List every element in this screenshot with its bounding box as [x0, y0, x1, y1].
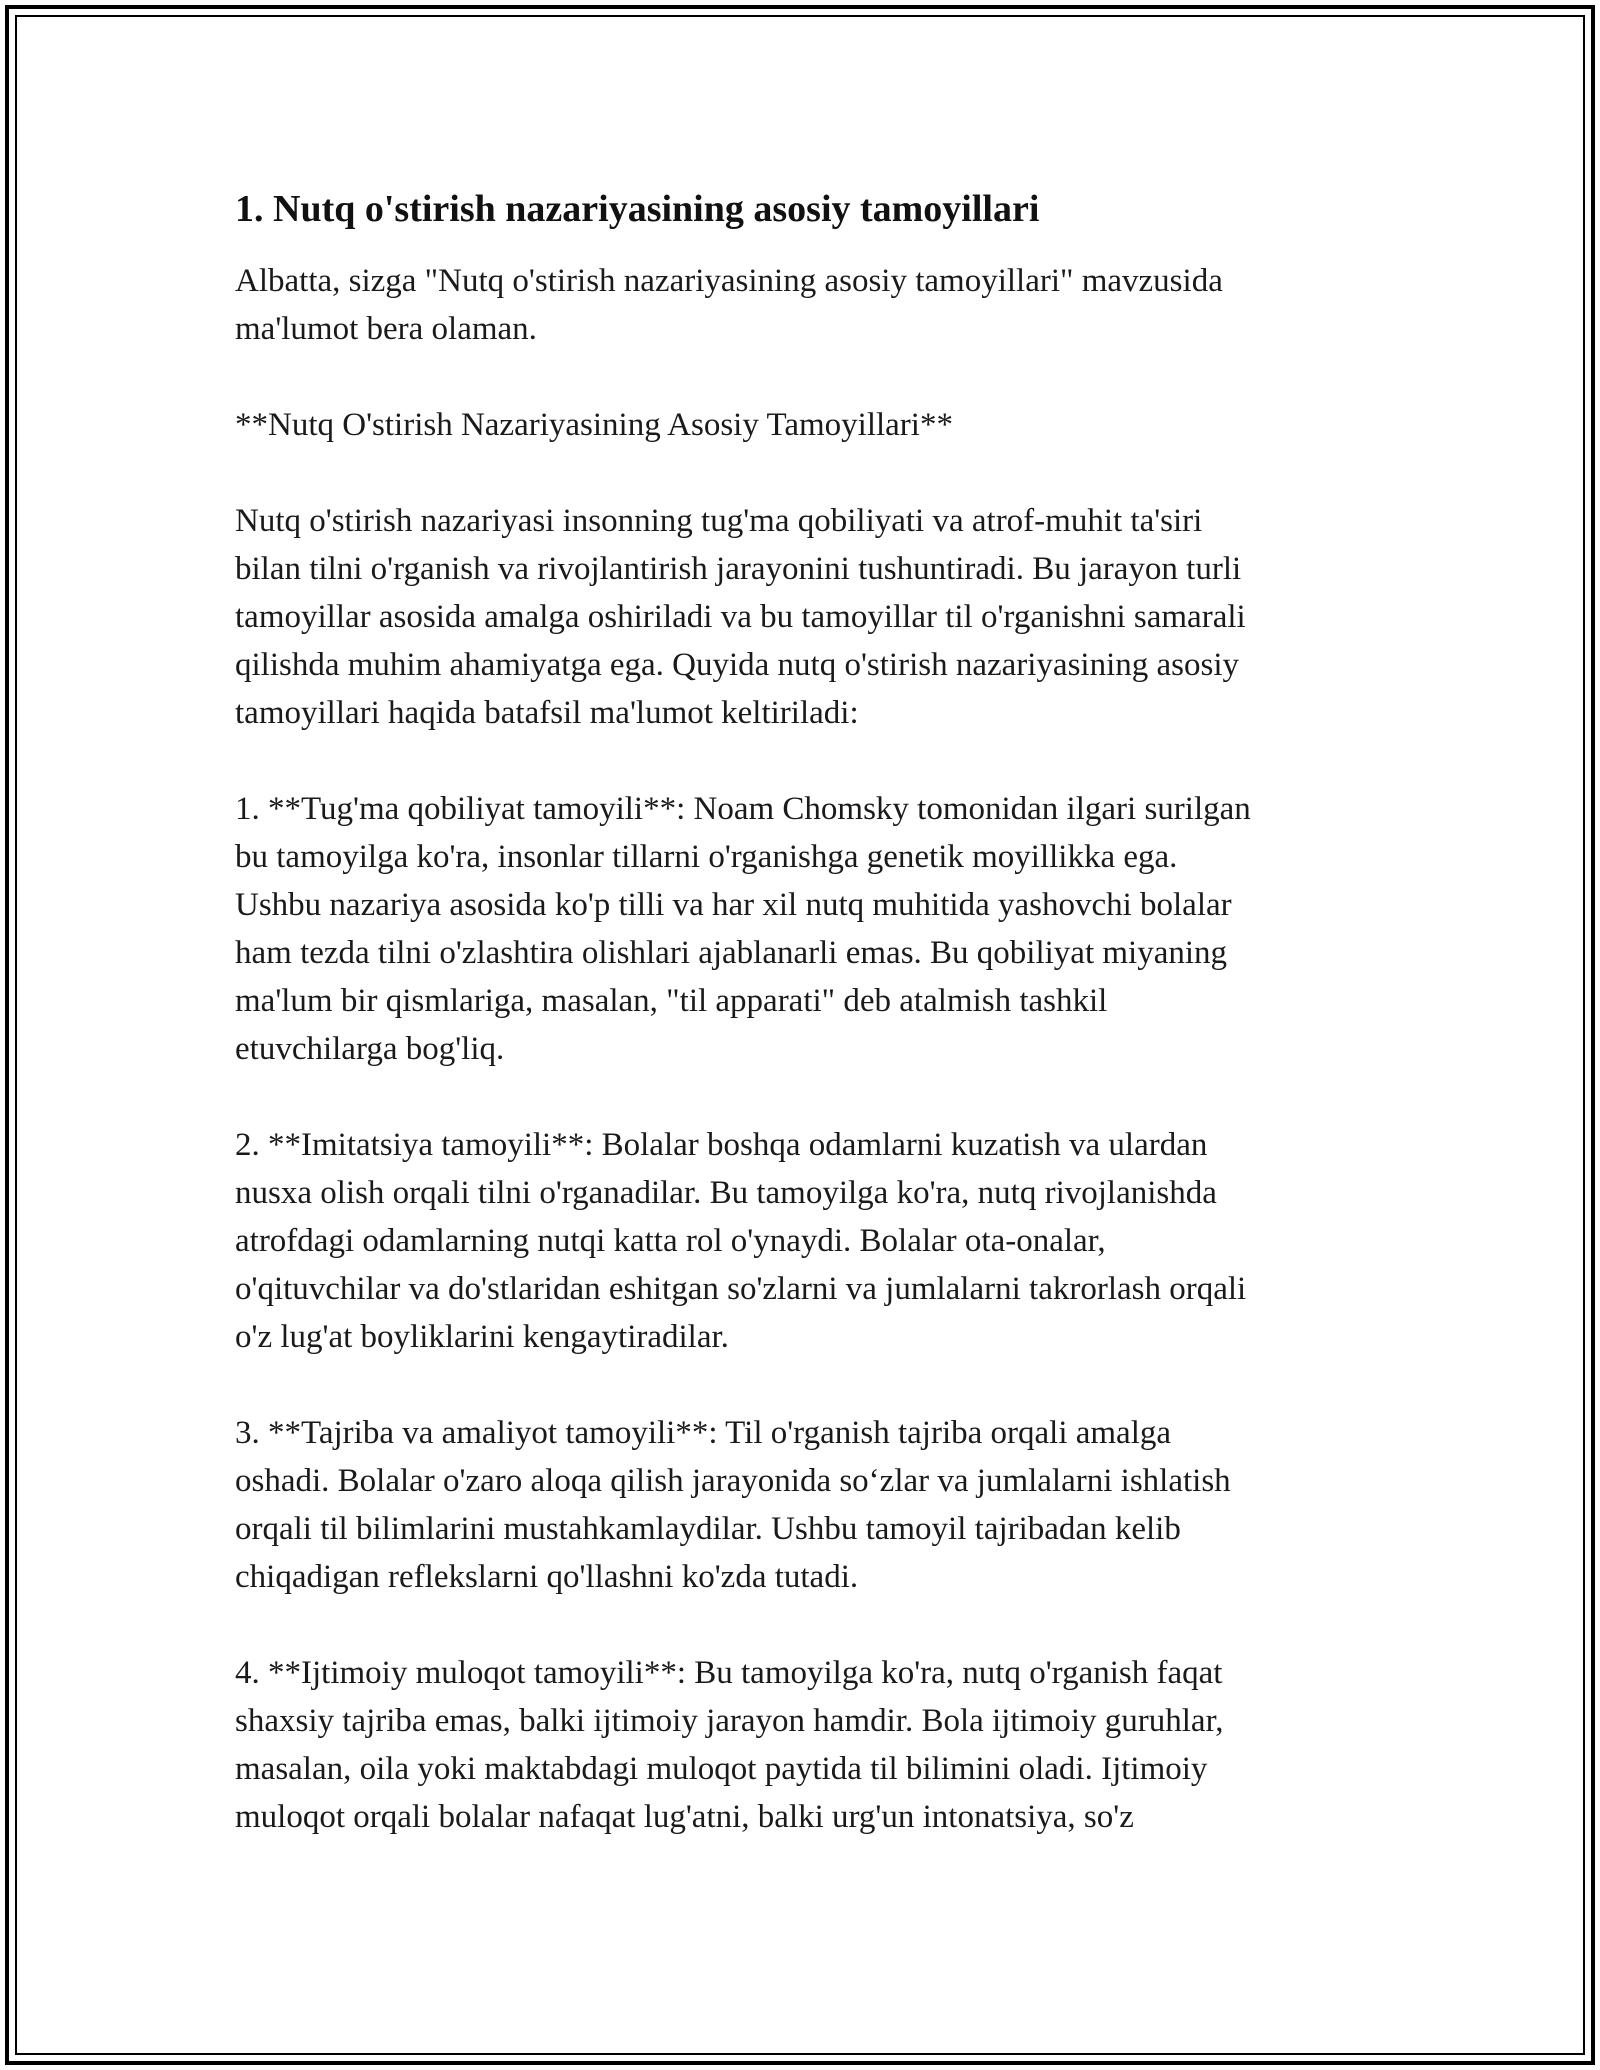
document-body	[235, 185, 1375, 1889]
text-line: o'z lug'at boyliklarini kengaytiradilar.	[235, 1319, 729, 1355]
text-line: ma'lum bir qismlariga, masalan, "til apparati" deb atalmish tashkil	[235, 983, 1108, 1019]
text-line: ham tezda tilni o'zlashtira olishlari ajablanarli emas. Bu qobiliyat miyaning	[235, 935, 1228, 971]
paragraph-principle-2	[235, 1121, 1375, 1361]
text-line: chiqadigan reflekslarni qo'llashni ko'zda tutadi.	[235, 1559, 859, 1595]
text-line: 2. **Imitatsiya tamoyili**: Bolalar boshqa odamlarni kuzatish va ulardan	[235, 1127, 1208, 1163]
text-line: muloqot orqali bolalar nafaqat lug'atni, balki urg'un intonatsiya, so'z	[235, 1799, 1134, 1835]
text-line: oshadi. Bolalar o'zaro aloqa qilish jarayonida so‘zlar va jumlalarni ishlatish	[235, 1463, 1231, 1499]
text-line: qilishda muhim ahamiyatga ega. Quyida nutq o'stirish nazariyasining asosiy	[235, 647, 1240, 683]
paragraph-intro	[235, 257, 1375, 353]
text-line: tamoyillar asosida amalga oshiriladi va bu tamoyillar til o'rganishni samarali	[235, 599, 1246, 635]
text-line: bilan tilni o'rganish va rivojlantirish jarayonini tushuntiradi. Bu jarayon turli	[235, 551, 1242, 587]
text-line: shaxsiy tajriba emas, balki ijtimoiy jarayon hamdir. Bola ijtimoiy guruhlar,	[235, 1703, 1224, 1739]
text-line: nusxa olish orqali tilni o'rganadilar. Bu tamoyilga ko'ra, nutq rivojlanishda	[235, 1175, 1217, 1211]
paragraph-principle-4	[235, 1649, 1375, 1841]
text-line: orqali til bilimlarini mustahkamlaydilar. Ushbu tamoyil tajribadan kelib	[235, 1511, 1181, 1547]
text-line: atrofdagi odamlarning nutqi katta rol o'ynaydi. Bolalar ota-onalar,	[235, 1223, 1106, 1259]
text-line: Albatta, sizga "Nutq o'stirish nazariyasining asosiy tamoyillari" mavzusida	[235, 263, 1223, 299]
text-line: 1. **Tug'ma qobiliyat tamoyili**: Noam Chomsky tomonidan ilgari surilgan	[235, 791, 1251, 827]
paragraph-principle-1	[235, 785, 1375, 1073]
paragraph-overview	[235, 497, 1375, 737]
text-line: ma'lumot bera olaman.	[235, 311, 537, 347]
paragraph-principle-3	[235, 1409, 1375, 1601]
section-heading: 1. Nutq o'stirish nazariyasining asosiy tamoyillari	[235, 188, 1040, 230]
text-line: **Nutq O'stirish Nazariyasining Asosiy Tamoyillari**	[235, 407, 953, 443]
text-line: Nutq o'stirish nazariyasi insonning tug'ma qobiliyati va atrof-muhit ta'siri	[235, 503, 1203, 539]
text-line: tamoyillari haqida batafsil ma'lumot keltiriladi:	[235, 695, 859, 731]
text-line: bu tamoyilga ko'ra, insonlar tillarni o'rganishga genetik moyillikka ega.	[235, 839, 1178, 875]
text-line: 3. **Tajriba va amaliyot tamoyili**: Til o'rganish tajriba orqali amalga	[235, 1415, 1172, 1451]
text-line: Ushbu nazariya asosida ko'p tilli va har xil nutq muhitida yashovchi bolalar	[235, 887, 1232, 923]
text-line: etuvchilarga bog'liq.	[235, 1031, 505, 1067]
text-line: masalan, oila yoki maktabdagi muloqot paytida til bilimini oladi. Ijtimoiy	[235, 1751, 1208, 1787]
text-line: 4. **Ijtimoiy muloqot tamoyili**: Bu tamoyilga ko'ra, nutq o'rganish faqat	[235, 1655, 1223, 1691]
paragraph-subtitle	[235, 401, 1375, 449]
text-line: o'qituvchilar va do'stlaridan eshitgan so'zlarni va jumlalarni takrorlash orqali	[235, 1271, 1247, 1307]
